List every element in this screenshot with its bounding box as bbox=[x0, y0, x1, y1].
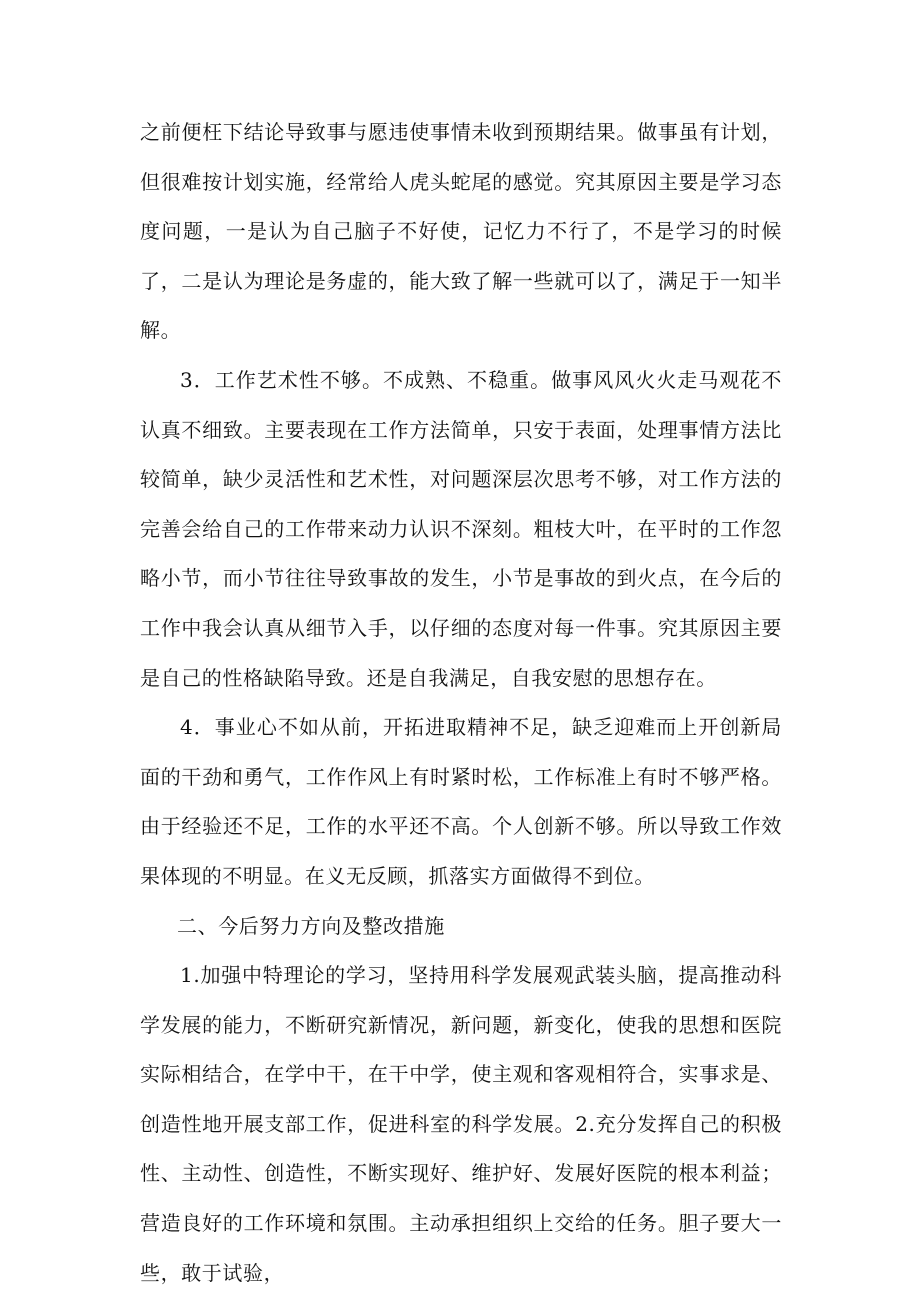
paragraph-continuation: 之前便枉下结论导致事与愿违使事情未收到预期结果。做事虽有计划，但很难按计划实施，经常给人虎头蛇尾的感觉。究其原因主要是学习态度问题，一是认为自己脑子不好使，记忆力不行了，不是学习的时候了，二是认为理论是务虚的，能大致了解一些就可以了，满足于一知半解。 bbox=[140, 120, 782, 343]
section-heading: 二、今后努力方向及整改措施 bbox=[177, 913, 445, 938]
document-body bbox=[140, 108, 782, 1298]
paragraph-item-3: 3．工作艺术性不够。不成熟、不稳重。做事风风火火走马观花不认真不细致。主要表现在工作方法简单，只安于表面，处理事情方法比较简单，缺少灵活性和艺术性，对问题深层次思考不够，对工作方法的完善会给自己的工作带来动力认识不深刻。粗枝大叶，在平时的工作忽略小节，而小节往往导致事故的发生，小节是事故的到火点，在今后的工作中我会认真从细节入手，以仔细的态度对每一件事。究其原因主要是自己的性格缺陷导致。还是自我满足，自我安慰的思想存在。 bbox=[140, 367, 782, 690]
paragraph-item-4: 4．事业心不如从前，开拓进取精神不足，缺乏迎难而上开创新局面的干劲和勇气，工作作风上有时紧时松，工作标准上有时不够严格。由于经验还不足，工作的水平还不高。个人创新不够。所以导致工作效果体现的不明显。在义无反顾，抓落实方面做得不到位。 bbox=[140, 715, 782, 888]
paragraph-measures: 1.加强中特理论的学习，坚持用科学发展观武装头脑，提高推动科学发展的能力，不断研究新情况，新问题，新变化，使我的思想和医院实际相结合，在学中干，在干中学，使主观和客观相符合，实事求是、创造性地开展支部工作，促进科室的科学发展。2.充分发挥自己的积极性、主动性、创造性，不断实现好、维护好、发展好医院的根本利益；营造良好的工作环境和氛围。主动承担组织上交给的任务。胆子要大一些，敢于试验， bbox=[140, 963, 783, 1285]
